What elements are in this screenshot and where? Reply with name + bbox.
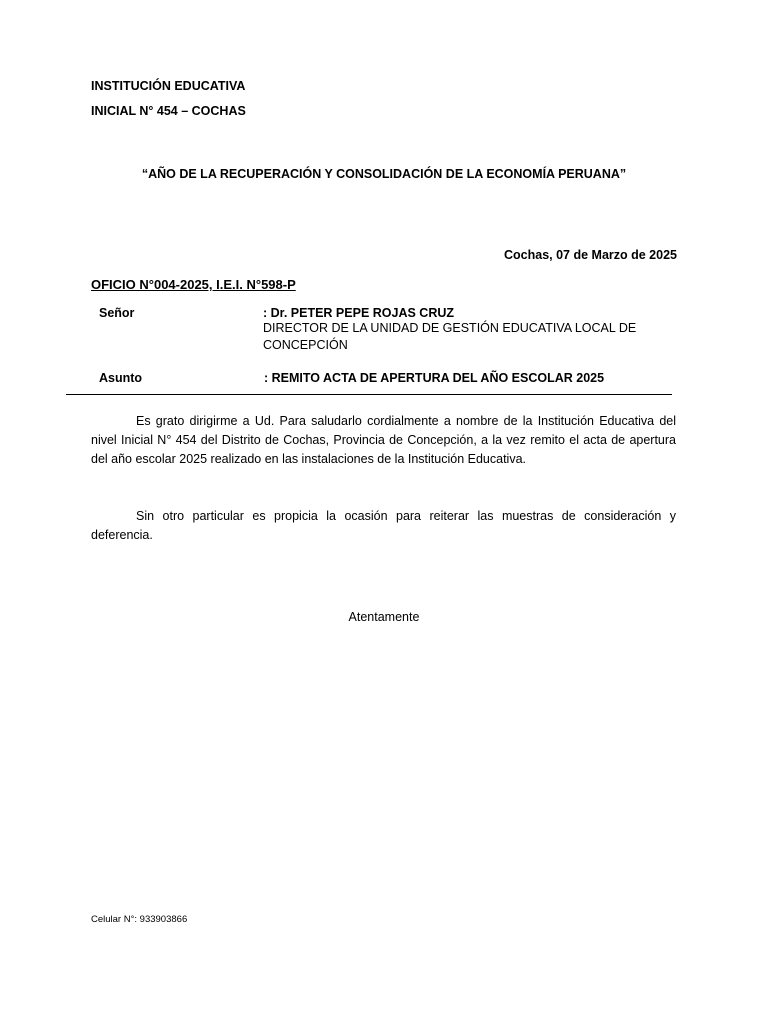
- date-line: Cochas, 07 de Marzo de 2025: [504, 248, 677, 262]
- addressee-title-line1: DIRECTOR DE LA UNIDAD DE GESTIÓN EDUCATIVA LOCAL DE: [263, 321, 637, 335]
- body-paragraph-1: Es grato dirigirme a Ud. Para saludarlo cordialmente a nombre de la Institución Educativa del nivel Inicial N° 454 del Distrito de Cochas, Provincia de Concepción, a la vez remito el acta de apertura del año escolar 2025 realizado en las instalaciones de la Institución Educativa.: [91, 414, 676, 466]
- body-paragraph-2: Sin otro particular es propicia la ocasión para reiterar las muestras de consideración y deferencia.: [91, 509, 676, 542]
- institution-school-number: INICIAL N° 454 – COCHAS: [91, 104, 246, 118]
- addressee-label: Señor: [99, 306, 135, 320]
- year-motto: “AÑO DE LA RECUPERACIÓN Y CONSOLIDACIÓN DE LA ECONOMÍA PERUANA”: [141, 167, 627, 181]
- subject-label: Asunto: [99, 371, 143, 385]
- addressee-title-line2: CONCEPCIÓN: [263, 338, 348, 352]
- footer-phone: Celular N°: 933903866: [91, 914, 188, 925]
- header-divider: [66, 394, 672, 395]
- institution-name: INSTITUCIÓN EDUCATIVA: [91, 79, 246, 93]
- subject-value: : REMITO ACTA DE APERTURA DEL AÑO ESCOLAR 2025: [264, 371, 605, 385]
- addressee-name: : Dr. PETER PEPE ROJAS CRUZ: [263, 306, 455, 320]
- closing-salutation: Atentamente: [348, 610, 420, 624]
- oficio-number: OFICIO N°004-2025, I.E.I. N°598-P: [91, 277, 296, 292]
